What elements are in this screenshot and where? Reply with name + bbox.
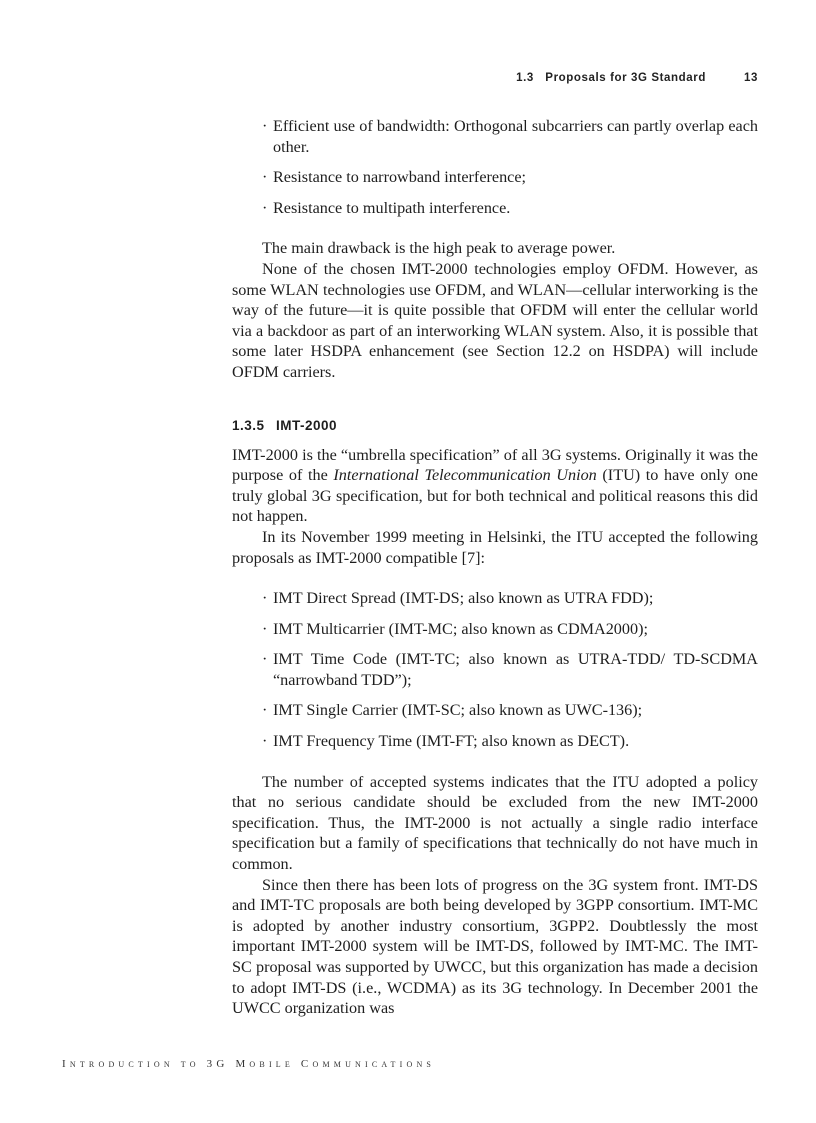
running-head-section-title: 1.3 Proposals for 3G Standard [516, 72, 706, 84]
bullet-glyph: · [262, 650, 268, 669]
bullet-glyph: · [262, 589, 268, 608]
paragraph-drawback: The main drawback is the high peak to average power. [262, 239, 616, 258]
paragraph-accepted-systems: The number of accepted systems indicates that the ITU adopted a policy that no serious candidate should be excluded from the new IMT-2000 specification. Thus, the IMT-2000 is not actually a single radio interface specification but a family of specifications that technically do not have much in common. [232, 772, 758, 874]
paragraph-ofdm: None of the chosen IMT-2000 technologies employ OFDM. However, as some WLAN technologies use OFDM, and WLAN—cellular interworking is the way of the future—it is quite possible that OFDM will enter the cellular world via a backdoor as part of an interworking WLAN system. Also, it is possible that some later HSDPA enhancement (see Section 12.2 on HSDPA) will include OFDM carriers. [232, 259, 758, 381]
page-number: 13 [744, 72, 758, 84]
list-item: · IMT Direct Spread (IMT-DS; also known as UTRA FDD); [262, 589, 654, 608]
list-item: · Resistance to multipath interference. [262, 198, 511, 217]
bullet-glyph: · [262, 198, 268, 217]
section-title: IMT-2000 [276, 417, 338, 433]
ofdm-advantages-list [232, 116, 758, 218]
list-item: · IMT Time Code (IMT-TC; also known as UTRA-TDD/ TD-SCDMA “narrowband TDD”); [262, 650, 758, 689]
paragraph-umbrella: IMT-2000 is the “umbrella specification” of all 3G systems. Originally it was the purpose of the International Telecommunication Union (ITU) to have only one truly global 3G specification, but for both technical and political reasons this did not happen. [232, 445, 758, 526]
list-item: · Efficient use of bandwidth: Orthogonal subcarriers can partly overlap each other. [262, 117, 758, 156]
list-item: · Resistance to narrowband interference; [262, 168, 527, 187]
running-footer: Introduction to 3G Mobile Communications [62, 1058, 436, 1070]
itu-full-name: International Telecommunication Union [333, 466, 597, 485]
imt-proposals-list [232, 588, 758, 752]
list-item: · IMT Multicarrier (IMT-MC; also known as CDMA2000); [262, 619, 648, 638]
bullet-glyph: · [262, 168, 268, 187]
list-item: · IMT Frequency Time (IMT-FT; also known as DECT). [262, 732, 630, 751]
paragraph-helsinki: In its November 1999 meeting in Helsinki, the ITU accepted the following proposals as IMT-2000 compatible [7]: [232, 527, 758, 567]
paragraph-progress: Since then there has been lots of progress on the 3G system front. IMT-DS and IMT-TC proposals are both being developed by 3GPP consortium. IMT-MC is adopted by another industry consortium, 3GPP2. Doubtlessly the most important IMT-2000 system will be IMT-DS, followed by IMT-MC. The IMT-SC proposal was supported by UWCC, but this organization has made a decision to adopt IMT-DS (i.e., WCDMA) as its 3G technology. In December 2001 the UWCC organization was [232, 875, 758, 1018]
bullet-glyph: · [262, 732, 268, 751]
bullet-glyph: · [262, 619, 268, 638]
page-body [232, 116, 758, 1019]
list-item: · IMT Single Carrier (IMT-SC; also known as UWC-136); [262, 701, 643, 720]
section-number: 1.3.5 [232, 417, 265, 433]
bullet-glyph: · [262, 117, 268, 135]
section-heading [232, 417, 758, 435]
running-head [232, 72, 758, 84]
bullet-glyph: · [262, 701, 268, 720]
